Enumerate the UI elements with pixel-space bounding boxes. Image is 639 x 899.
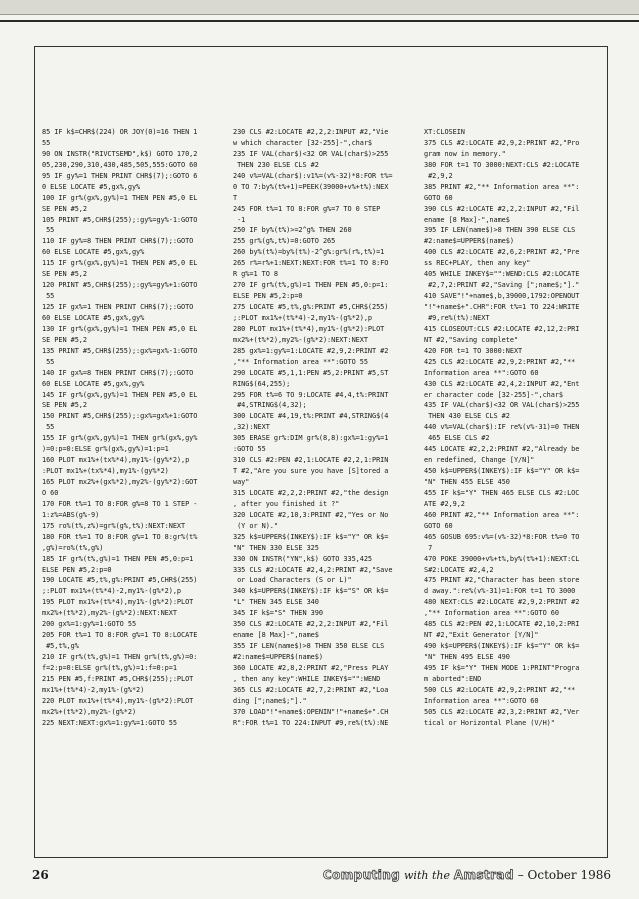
code-line: ;:PLOT mx1%+(t%*4)-2,my1%-(g%*2),p	[42, 587, 182, 596]
code-line: 290 LOCATE #5,1,1:PEN #5,2:PRINT #5,ST	[233, 368, 389, 377]
code-line: GOTO 60	[424, 521, 453, 530]
code-line: #2,9,2	[424, 171, 453, 180]
code-line: -1	[233, 215, 246, 224]
code-line: ELSE PEN #5,2:p=0	[42, 565, 112, 574]
code-line: RING$(64,255);	[233, 379, 291, 388]
code-line: NT #2,"Saving complete"	[424, 335, 519, 344]
code-line: 330 ON INSTR("YN",k$) GOTO 335,425	[233, 554, 373, 563]
code-line: 150 PRINT #5,CHR$(255);:gx%=gx%+1:GOTO	[42, 412, 198, 421]
code-line: 505 CLS #2:LOCATE #2,3,2:PRINT #2,"Ver	[424, 707, 580, 716]
code-line: 325 k$=UPPER$(INKEY$):IF k$="Y" OR k$=	[233, 532, 389, 541]
code-line: 420 FOR t=1 TO 3000:NEXT	[424, 346, 523, 355]
code-line: 425 CLS #2:LOCATE #2,9,2:PRINT #2,"**	[424, 357, 576, 366]
code-line: S#2:LOCATE #2,4,2	[424, 565, 494, 574]
code-line: tical or Horizontal Plane (V/H)"	[424, 718, 555, 727]
code-line: ,"** Information area **":GOTO 60	[424, 609, 559, 618]
code-line: mx2%+(t%*2),my2%-(g%*2):NEXT:NEXT	[233, 335, 368, 344]
code-line: 495 IF k$="Y" THEN MODE 1:PRINT"Progra	[424, 663, 580, 672]
code-line: 465 GOSUB 695:v%=(v%-32)*8:FOR t%=0 TO	[424, 532, 580, 541]
header-rule	[0, 20, 639, 22]
listing-column-1	[42, 127, 228, 847]
code-line: 460 PRINT #2,"** Information area **":	[424, 510, 580, 519]
code-line: SE PEN #5,2	[42, 204, 87, 213]
code-line: 245 FOR t%=1 TO 8:FOR g%=7 TO 0 STEP	[233, 204, 381, 213]
code-line: 105 PRINT #5,CHR$(255);:gy%=gy%-1:GOTO	[42, 215, 198, 224]
code-line: 60 ELSE LOCATE #5,gx%,gy%	[42, 379, 145, 388]
code-line: 55	[42, 138, 51, 147]
code-line: 395 IF LEN(name$)>8 THEN 390 ELSE CLS	[424, 226, 576, 235]
code-line: 415 CLOSEOUT:CLS #2:LOCATE #2,12,2:PRI	[424, 324, 580, 333]
code-line: 55	[42, 357, 55, 366]
code-line: Information area **":GOTO 60	[424, 368, 539, 377]
page-number: 26	[32, 868, 49, 882]
code-line: T #2,"Are you sure you have [S]tored a	[233, 467, 389, 476]
code-line: 225 NEXT:NEXT:gx%=1:gy%=1:GOTO 55	[42, 718, 177, 727]
code-line: 205 FOR t%=1 TO 8:FOR g%=1 TO 8:LOCATE	[42, 631, 198, 640]
code-line: "L" THEN 345 ELSE 340	[233, 598, 319, 607]
issue-date: – October 1986	[517, 868, 611, 882]
code-line: 120 PRINT #5,CHR$(255);:gy%=gy%+1:GOTO	[42, 281, 198, 290]
code-line: 155 IF gr%(gx%,gy%)=1 THEN gr%(gx%,gy%	[42, 434, 198, 443]
code-line: 335 CLS #2:LOCATE #2,4,2:PRINT #2,"Save	[233, 565, 393, 574]
code-line: 500 CLS #2:LOCATE #2,9,2:PRINT #2,"**	[424, 685, 576, 694]
code-line: f=2:p=0:ELSE gr%(t%,g%)=1:f=0:p=1	[42, 663, 177, 672]
code-line: 345 IF k$="S" THEN 390	[233, 609, 323, 618]
code-line: GOTO 60	[424, 193, 453, 202]
code-line: 440 v%=VAL(char$):IF re%(v%-31)=0 THEN	[424, 423, 580, 432]
code-line: 385 PRINT #2,"** Information area **":	[424, 182, 580, 191]
code-line: ATE #2,9,2	[424, 499, 465, 508]
code-line: 255 gr%(g%,t%)=0:GOTO 265	[233, 237, 336, 246]
code-line: 260 by%(t%)=by%(t%)-2^g%:gr%(r%,t%)=1	[233, 248, 385, 257]
magazine-word-computing: Computing	[322, 868, 401, 882]
code-line: 370 LOAD"!"+name$:OPENIN"!"+name$+".CH	[233, 707, 389, 716]
code-line: 230 CLS #2:LOCATE #2,2,2:INPUT #2,"Vie	[233, 128, 389, 136]
code-line: #2,7,2:PRINT #2,"Saving [";name$;"]."	[424, 281, 580, 290]
code-line: 485 CLS #2:PEN #2,1:LOCATE #2,10,2:PRI	[424, 620, 580, 629]
code-line: en redefined, Change [Y/N]"	[424, 456, 535, 465]
code-line: 55	[42, 226, 55, 235]
page-header-band	[0, 0, 639, 15]
code-line: d away.":re%(v%-31)=1:FOR t=1 TO 3000	[424, 587, 576, 596]
code-line: 170 FOR t%=1 TO 8:FOR g%=8 TO 1 STEP -	[42, 499, 198, 508]
code-line: 270 IF gr%(t%,g%)=1 THEN PEN #5,0:p=1:	[233, 281, 389, 290]
code-line: THEN 430 ELSE CLS #2	[424, 412, 510, 421]
code-line: "N" THEN 330 ELSE 325	[233, 543, 319, 552]
code-line: 85 IF k$=CHR$(224) OR JOY(0)=16 THEN 1	[42, 128, 198, 136]
code-line: 480 NEXT:CLS #2:LOCATE #2,9,2:PRINT #2	[424, 598, 580, 607]
code-line: 475 PRINT #2,"Character has been store	[424, 576, 580, 585]
code-line: 60 ELSE LOCATE #5,gx%,gy%	[42, 313, 145, 322]
code-line: #2:name$=UPPER$(name$)	[424, 237, 514, 246]
code-line: 215 PEN #5,f:PRINT #5,CHR$(255);:PLOT	[42, 674, 194, 683]
code-line: 380 FOR t=1 TO 3000:NEXT:CLS #2:LOCATE	[424, 160, 580, 169]
code-line: 165 PLOT mx2%+(gx%*2),my2%-(gy%*2):GOT	[42, 478, 198, 486]
code-line: ;:PLOT mx1%+(t%*4)-2,my1%-(g%*2),p	[233, 313, 373, 322]
code-line: 250 IF by%(t%)>=2^g% THEN 260	[233, 226, 352, 235]
code-line: 0 ELSE LOCATE #5,gx%,gy%	[42, 182, 141, 191]
code-line: 210 IF gr%(t%,g%)=1 THEN gr%(t%,g%)=0:	[42, 653, 198, 661]
magazine-word-amstrad: Amstrad	[453, 868, 514, 882]
code-line: 405 WHILE INKEY$="":WEND:CLS #2:LOCATE	[424, 270, 580, 279]
code-line: 390 CLS #2:LOCATE #2,2,2:INPUT #2,"Fil	[424, 204, 580, 213]
code-line: 365 CLS #2:LOCATE #2,7,2:PRINT #2,"Loa	[233, 685, 389, 694]
code-line: SE PEN #5,2	[42, 401, 87, 410]
code-line: R g%=1 TO 8	[233, 270, 278, 279]
code-line: Information area **":GOTO 60	[424, 696, 539, 705]
code-line: 465 ELSE CLS #2	[424, 434, 490, 443]
code-line: 125 IF gx%=1 THEN PRINT CHR$(7);:GOTO	[42, 303, 194, 311]
code-line: 360 LOCATE #2,8,2:PRINT #2,"Press PLAY	[233, 663, 389, 672]
code-line: #5,t%,g%	[42, 642, 79, 651]
code-line: ss REC+PLAY, then any key"	[424, 259, 531, 268]
code-line: 130 IF gr%(gx%,gy%)=1 THEN PEN #5,0 EL	[42, 324, 198, 333]
code-line: 490 k$=UPPER$(INKEY$):IF k$="Y" OR k$=	[424, 642, 580, 651]
code-line: 340 k$=UPPER$(INKEY$):IF k$="S" OR k$=	[233, 587, 389, 596]
code-line: gram now in memory."	[424, 149, 506, 158]
code-line: THEN 230 ELSE CLS #2	[233, 160, 319, 169]
code-line: 185 IF gr%(t%,g%)=1 THEN PEN #5,0:p=1	[42, 554, 194, 563]
code-line: ename [8 Max]-",name$	[424, 215, 510, 224]
code-line: 7	[424, 543, 433, 552]
code-line: w which character [32-255]-",char$	[233, 138, 373, 147]
code-line: :PLOT mx1%+(tx%*4),my1%-(gy%*2)	[42, 467, 169, 476]
code-line: 140 IF gx%=8 THEN PRINT CHR$(7);:GOTO	[42, 368, 194, 377]
code-line: 110 IF gy%=8 THEN PRINT CHR$(7);:GOTO	[42, 237, 194, 246]
code-line: 160 PLOT mx1%+(tx%*4),my1%-(gy%*2),p	[42, 456, 190, 465]
code-line: 235 IF VAL(char$)<32 OR VAL(char$)>255	[233, 149, 389, 158]
listing-column-2	[233, 127, 419, 847]
code-line: NT #2,"Exit Generator [Y/N]"	[424, 631, 539, 640]
code-line: 470 POKE 39000+v%+t%,by%(t%+1):NEXT:CL	[424, 554, 580, 563]
code-line: 445 LOCATE #2,2,2:PRINT #2,"Already be	[424, 445, 580, 454]
code-line: 05,230,290,310,430,485,505,555:GOTO 60	[42, 160, 198, 169]
code-line: 280 PLOT mx1%+(t%*4),my1%-(g%*2):PLOT	[233, 324, 385, 333]
code-line: 410 SAVE"!"+name$,b,39000,1792:OPENOUT	[424, 292, 580, 301]
code-line: , after you finished it ?"	[233, 499, 340, 508]
code-line: 320 LOCATE #2,10,3:PRINT #2,"Yes or No	[233, 510, 389, 519]
code-line: 60 ELSE LOCATE #5,gx%,gy%	[42, 248, 145, 257]
code-line: O 60	[42, 488, 59, 497]
code-line: 55	[42, 292, 55, 301]
code-line: "!"+name$+".CHR":FOR t%=1 TO 224:WRITE	[424, 303, 580, 311]
code-line: 275 LOCATE #5,t%,g%:PRINT #5,CHR$(255)	[233, 303, 389, 311]
code-line: 310 CLS #2:PEN #2,1:LOCATE #2,2,1:PRIN	[233, 456, 389, 465]
code-line: 220 PLOT mx1%+(t%*4),my1%-(g%*2):PLOT	[42, 696, 194, 705]
code-line: 285 gx%=1:gy%=1:LOCATE #2,9,2:PRINT #2	[233, 346, 389, 355]
code-line: 0 TO 7:by%(t%+1)=PEEK(39000+v%+t%):NEX	[233, 182, 389, 191]
code-line: R":FOR t%=1 TO 224:INPUT #9,re%(t%):NE	[233, 718, 389, 727]
code-line: "N" THEN 455 ELSE 450	[424, 478, 510, 486]
code-line: 355 IF LEN(name$)>8 THEN 350 ELSE CLS	[233, 642, 385, 651]
code-line: #2:name$=UPPER$(name$)	[233, 653, 323, 661]
code-line: 195 PLOT mx1%+(t%*4),my1%-(g%*2):PLOT	[42, 598, 194, 607]
code-line: way"	[233, 478, 250, 486]
code-line: 95 IF gy%=1 THEN PRINT CHR$(7);:GOTO 6	[42, 171, 198, 180]
code-line: ,g%)=ro%(t%,g%)	[42, 543, 104, 552]
code-line: 55	[42, 423, 55, 432]
code-line: 375 CLS #2:LOCATE #2,9,2:PRINT #2,"Pro	[424, 138, 580, 147]
magazine-title	[323, 868, 611, 882]
code-line: er character code [32-255]-",char$	[424, 390, 564, 399]
code-line: 295 FOR t%=6 TO 9:LOCATE #4,4,t%:PRINT	[233, 390, 389, 399]
code-line: ename [8 Max]-",name$	[233, 631, 319, 640]
code-line: 240 v%=VAL(char$):v1%=(v%-32)*8:FOR t%=	[233, 171, 393, 180]
code-line: mx2%+(t%*2),my2%-(g%*2):NEXT:NEXT	[42, 609, 177, 618]
code-line: 400 CLS #2:LOCATE #2,6,2:PRINT #2,"Pre	[424, 248, 580, 257]
code-line: mx2%+(t%*2),my2%-(g%*2)	[42, 707, 137, 716]
code-line: ELSE PEN #5,2:p=0	[233, 292, 303, 301]
code-line: 100 IF gr%(gx%,gy%)=1 THEN PEN #5,0 EL	[42, 193, 198, 202]
code-line: 265 r%=r%+1:NEXT:NEXT:FOR t%=1 TO 8:FO	[233, 259, 389, 268]
code-line: 175 ro%(t%,z%)=gr%(g%,t%):NEXT:NEXT	[42, 521, 186, 530]
code-line: )=0:p=0:ELSE gr%(gx%,gy%)=1:p=1	[42, 445, 169, 454]
code-line: 350 CLS #2:LOCATE #2,2,2:INPUT #2,"Fil	[233, 620, 389, 629]
code-line: m aborted":END	[424, 674, 482, 683]
code-line: 1:z%=ABS(g%-9)	[42, 510, 100, 519]
code-line: 180 FOR t%=1 TO 8:FOR g%=1 TO 8:gr%(t%	[42, 532, 198, 541]
code-line: #4,STRING$(4,32);	[233, 401, 307, 410]
code-line: 435 IF VAL(char$)<32 OR VAL(char$)>255	[424, 401, 580, 410]
code-line: XT:CLOSEIN	[424, 128, 465, 136]
code-line: 90 ON INSTR("RIVCTSEMD",k$) GOTO 170,2	[42, 149, 198, 158]
code-line: 315 LOCATE #2,2,2:PRINT #2,"the design	[233, 488, 389, 497]
code-line: ,"** Information area **":GOTO 55	[233, 357, 368, 366]
code-line: 115 IF gr%(gx%,gy%)=1 THEN PEN #5,0 EL	[42, 259, 198, 268]
code-line: "N" THEN 495 ELSE 490	[424, 653, 510, 661]
code-line: mx1%+(t%*4)-2,my1%-(g%*2)	[42, 685, 145, 694]
code-line: ,32):NEXT	[233, 423, 270, 432]
code-line: 135 PRINT #5,CHR$(255);:gx%=gx%-1:GOTO	[42, 346, 198, 355]
code-line: 145 IF gr%(gx%,gy%)=1 THEN PEN #5,0 EL	[42, 390, 198, 399]
code-line: 305 ERASE gr%:DIM gr%(8,8):gx%=1:gy%=1	[233, 434, 389, 443]
code-line: :GOTO 55	[233, 445, 266, 454]
listing-column-3	[424, 127, 610, 847]
code-line: ding [";name$;"]."	[233, 696, 307, 705]
code-line: 450 k$=UPPER$(INKEY$):IF k$="Y" OR k$=	[424, 467, 580, 476]
magazine-word-with-the: with the	[404, 869, 450, 882]
code-line: , then any key":WHILE INKEY$="":WEND	[233, 674, 381, 683]
code-line: 200 gx%=1:gy%=1:GOTO 55	[42, 620, 137, 629]
code-line: 300 LOCATE #4,19,t%:PRINT #4,STRING$(4	[233, 412, 389, 421]
code-line: 430 CLS #2:LOCATE #2,4,2:INPUT #2,"Ent	[424, 379, 580, 388]
code-line: #9,re%(t%):NEXT	[424, 313, 490, 322]
code-line: SE PEN #5,2	[42, 335, 87, 344]
code-line: SE PEN #5,2	[42, 270, 87, 279]
page-footer	[0, 868, 639, 888]
code-line: T	[233, 193, 238, 202]
code-line: or Load Characters (S or L)"	[233, 576, 352, 585]
code-line: 455 IF k$="Y" THEN 465 ELSE CLS #2:LOC	[424, 488, 580, 497]
code-line: (Y or N)."	[233, 521, 278, 530]
code-line: 190 LOCATE #5,t%,g%:PRINT #5,CHR$(255)	[42, 576, 198, 585]
